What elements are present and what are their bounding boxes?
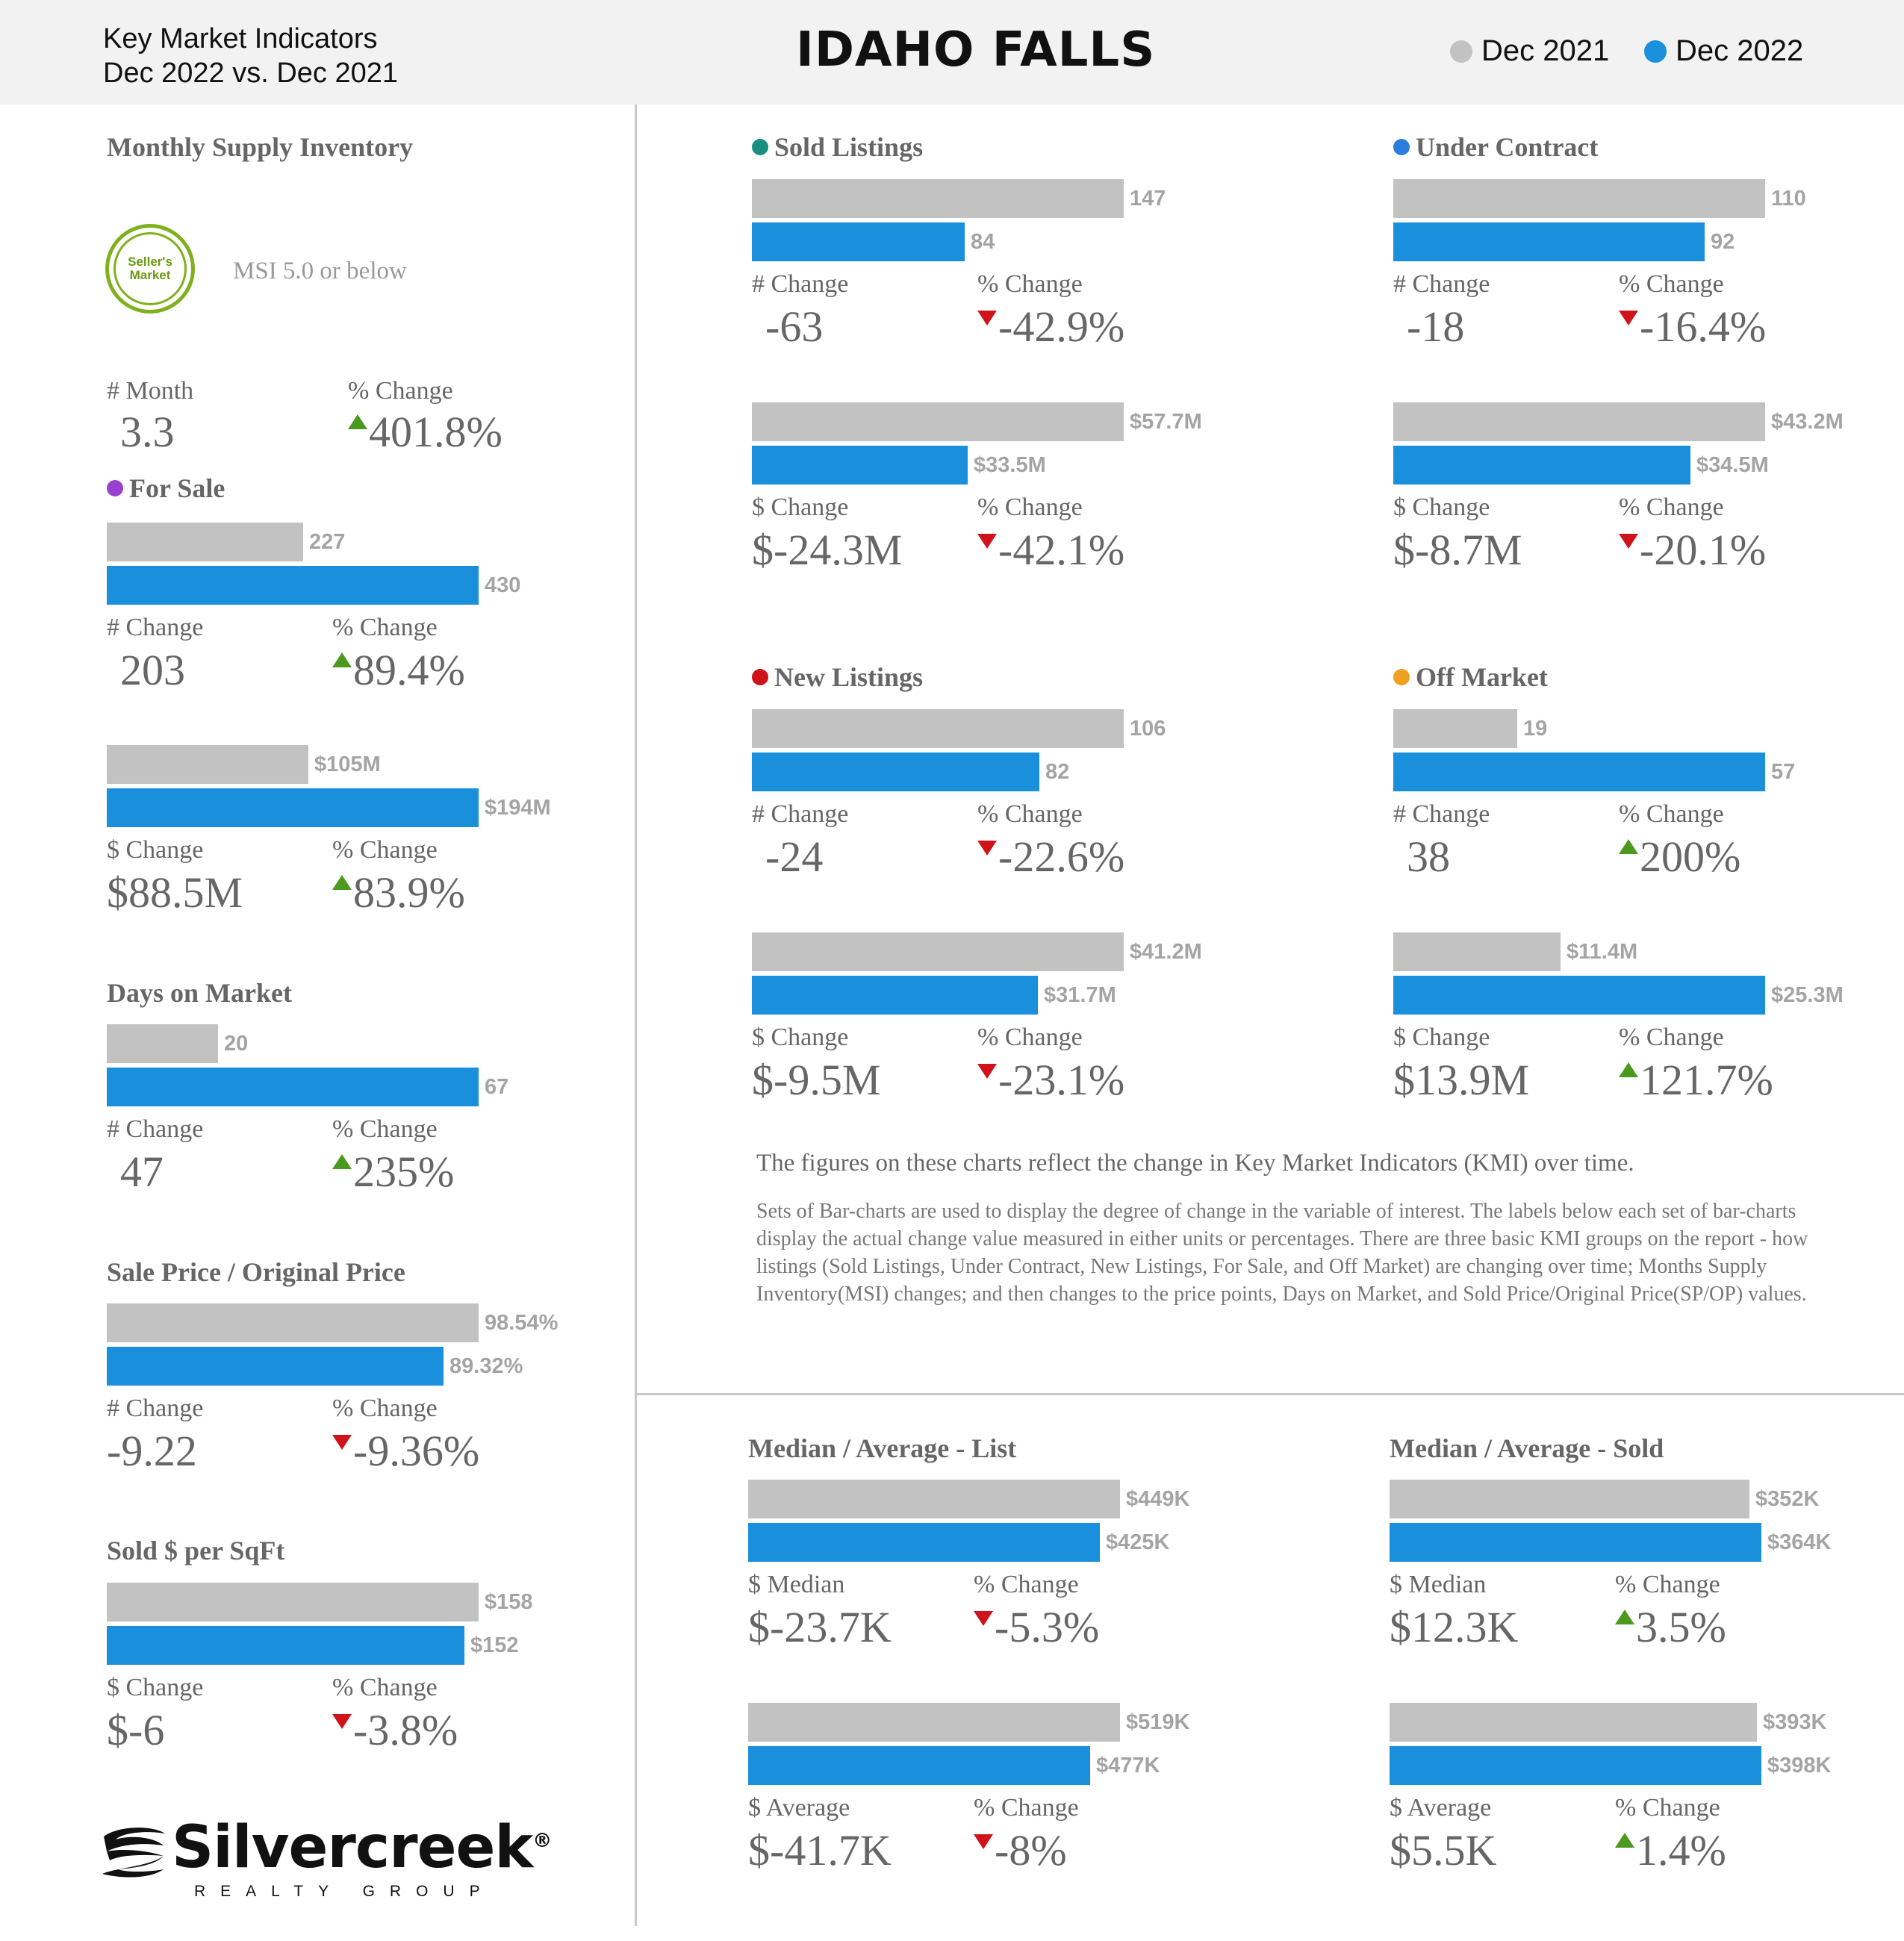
sale-price-original-change-label: # Change [107, 1395, 204, 1422]
legend-item-dec-2022 [1644, 34, 1803, 68]
list-median-bar-dec-2021 [748, 1480, 1120, 1518]
sold-count-value-label: 147 [1130, 187, 1166, 211]
sold-median-value-label: $352K [1755, 1487, 1820, 1511]
days-on-market-change-label: # Change [107, 1115, 204, 1143]
uc-count-value-label: 92 [1711, 230, 1735, 254]
down-arrow-icon [974, 1611, 993, 1626]
for-sale-count-pct-label: % Change [332, 614, 438, 641]
off-volume-change-label: $ Change [1393, 1024, 1490, 1051]
new-count-pct-text: -22.6% [998, 832, 1125, 881]
uc-count-pct-value [1619, 302, 1767, 351]
for-sale-count-value-label: 430 [485, 573, 521, 597]
new-count-pct-label: % Change [977, 800, 1083, 828]
down-arrow-icon [974, 1834, 993, 1849]
sold-average-pct-text: 1.4% [1636, 1826, 1726, 1875]
uc-count-pct-label: % Change [1619, 270, 1724, 298]
list-median-value-label: $449K [1126, 1487, 1190, 1511]
sold-average-pct-label: % Change [1615, 1794, 1720, 1822]
uc-volume-change-value: $-8.7M [1393, 526, 1522, 574]
new-volume-pct-text: -23.1% [998, 1056, 1125, 1104]
sold-average-value-label: $393K [1763, 1710, 1827, 1734]
off-count-pct-text: 200% [1640, 832, 1741, 881]
sold-count-change-label: # Change [752, 270, 849, 298]
for-sale-volume-change-value: $88.5M [107, 868, 243, 917]
sale-price-original-bar-dec-2021 [107, 1303, 479, 1342]
msi-title: Monthly Supply Inventory [107, 132, 414, 162]
down-arrow-icon [1619, 311, 1638, 325]
new-count-bar-dec-2022 [752, 753, 1039, 791]
list-median-bar-dec-2022 [748, 1523, 1100, 1562]
off-count-value-label: 19 [1523, 717, 1548, 741]
sold-median-pct-value [1615, 1605, 1726, 1650]
days-on-market-title: Days on Market [107, 978, 292, 1008]
list-price-title: Median / Average - List [748, 1433, 1017, 1463]
sold-count-change-value: -63 [765, 302, 824, 351]
sold-average-change-value: $5.5K [1390, 1826, 1497, 1875]
list-average-change-label: $ Average [748, 1794, 850, 1822]
sold-per-sqft-pct-value [332, 1708, 458, 1753]
sold-listings-title: Sold Listings [752, 131, 923, 163]
list-average-value-label: $519K [1126, 1710, 1190, 1734]
up-arrow-icon [1619, 839, 1638, 854]
sale-price-original-pct-value [332, 1429, 479, 1474]
legend-dot-blue [1644, 40, 1667, 63]
new-count-pct-value [977, 832, 1125, 881]
new-volume-value-label: $41.2M [1130, 940, 1202, 964]
report-period: Dec 2022 vs. Dec 2021 [103, 57, 399, 89]
off-volume-pct-text: 121.7% [1640, 1056, 1773, 1104]
under-contract-title: Under Contract [1393, 131, 1598, 163]
off-volume-pct-label: % Change [1619, 1024, 1724, 1051]
off-count-pct-value [1619, 832, 1741, 881]
list-median-value-label: $425K [1106, 1530, 1170, 1554]
new-count-value-label: 106 [1130, 717, 1166, 741]
sale-price-original-value-label: 89.32% [449, 1354, 523, 1378]
sold-volume-pct-label: % Change [977, 493, 1083, 521]
for-sale-volume-change-label: $ Change [107, 836, 204, 864]
uc-count-change-label: # Change [1393, 270, 1490, 298]
badge-text: Seller's Market [113, 232, 187, 305]
msi-pct-value: 401.8% [348, 410, 503, 455]
column-divider [635, 105, 637, 1926]
sold-price-title: Median / Average - Sold [1390, 1433, 1664, 1463]
up-arrow-icon [1615, 1610, 1634, 1624]
msi-month-label: # Month [107, 377, 194, 405]
list-median-pct-label: % Change [974, 1571, 1079, 1598]
sold-median-change-value: $12.3K [1390, 1603, 1519, 1651]
list-average-pct-text: -8% [995, 1826, 1067, 1875]
down-arrow-icon [977, 311, 997, 325]
sold-average-change-label: $ Average [1390, 1794, 1492, 1822]
for-sale-count-pct-value [332, 648, 465, 693]
note-main: The figures on these charts reflect the change in Key Market Indicators (KMI) over time. [756, 1150, 1634, 1177]
sold-volume-pct-value [977, 528, 1124, 573]
down-arrow-icon [977, 1064, 997, 1079]
legend-item-dec-2021 [1450, 34, 1609, 68]
new-listings-dot [752, 669, 768, 685]
for-sale-dot [107, 480, 123, 496]
for-sale-volume-value-label: $194M [485, 796, 551, 820]
sold-per-sqft-value-label: $152 [470, 1633, 519, 1657]
off-volume-bar-dec-2021 [1393, 932, 1561, 971]
logo-wordmark: Silvercreek® [172, 1814, 552, 1881]
sold-median-bar-dec-2022 [1390, 1523, 1761, 1562]
down-arrow-icon [977, 534, 997, 549]
sold-count-bar-dec-2022 [752, 222, 965, 261]
sold-median-value-label: $364K [1767, 1530, 1832, 1554]
days-on-market-pct-text: 235% [353, 1147, 455, 1196]
city-title: IDAHO FALLS [796, 22, 1156, 78]
uc-volume-pct-label: % Change [1619, 493, 1724, 521]
sold-per-sqft-bar-dec-2022 [107, 1626, 464, 1665]
sold-listings-dot [752, 139, 768, 155]
new-volume-bar-dec-2022 [752, 976, 1038, 1015]
for-sale-volume-bar-dec-2022 [107, 788, 479, 827]
up-arrow-icon [348, 414, 367, 429]
up-arrow-icon [1619, 1062, 1638, 1077]
new-count-change-value: -24 [765, 832, 824, 881]
sold-sqft-title: Sold $ per SqFt [107, 1536, 285, 1565]
off-volume-change-value: $13.9M [1393, 1056, 1530, 1104]
days-on-market-value-label: 67 [485, 1075, 509, 1099]
sold-per-sqft-pct-label: % Change [332, 1674, 438, 1701]
days-on-market-pct-label: % Change [332, 1115, 438, 1143]
for-sale-volume-pct-text: 83.9% [353, 868, 465, 917]
silvercreek-logo-icon [99, 1826, 168, 1881]
new-volume-change-value: $-9.5M [752, 1056, 881, 1104]
for-sale-count-pct-text: 89.4% [353, 646, 465, 694]
sellers-market-badge [105, 224, 195, 314]
list-median-change-label: $ Median [748, 1571, 845, 1598]
sold-average-bar-dec-2022 [1390, 1746, 1761, 1785]
new-count-change-label: # Change [752, 800, 849, 828]
sold-average-value-label: $398K [1767, 1754, 1832, 1778]
sold-volume-change-value: $-24.3M [752, 526, 903, 574]
uc-count-bar-dec-2022 [1393, 222, 1705, 261]
sold-median-pct-label: % Change [1615, 1571, 1720, 1598]
legend-label: Dec 2021 [1481, 34, 1610, 67]
sold-per-sqft-change-value: $-6 [107, 1706, 165, 1754]
up-arrow-icon [332, 1154, 352, 1169]
list-average-change-value: $-41.7K [748, 1826, 892, 1875]
uc-volume-pct-value [1619, 528, 1766, 573]
up-arrow-icon [1615, 1833, 1634, 1848]
uc-volume-value-label: $43.2M [1771, 410, 1844, 434]
sold-count-pct-value [977, 302, 1125, 351]
sold-volume-pct-text: -42.1% [998, 526, 1125, 574]
off-volume-bar-dec-2022 [1393, 976, 1765, 1015]
off-count-change-value: 38 [1407, 832, 1450, 881]
sale-price-original-pct-label: % Change [332, 1395, 438, 1422]
for-sale-volume-value-label: $105M [314, 753, 381, 776]
new-volume-value-label: $31.7M [1044, 983, 1116, 1007]
days-on-market-bar-dec-2022 [107, 1068, 479, 1106]
sold-volume-bar-dec-2022 [752, 446, 968, 485]
list-average-pct-value [974, 1828, 1067, 1873]
logo-subtitle: REALTY GROUP [194, 1883, 495, 1900]
uc-volume-change-label: $ Change [1393, 493, 1490, 521]
sold-volume-value-label: $57.7M [1130, 410, 1202, 434]
up-arrow-icon [332, 652, 352, 667]
new-volume-change-label: $ Change [752, 1024, 849, 1051]
sold-median-pct-text: 3.5% [1636, 1603, 1726, 1651]
for-sale-count-bar-dec-2022 [107, 566, 479, 605]
note-sub: Sets of Bar-charts are used to display the degree of change in the variable of interest. The labels below each set of bar-charts display the actual change value measured in either units or percentages. There are three basic KMI groups on the report - how listings (Sold Listings, Under Contract, New Listings, For Sale, and Off Market) are changing over time; Months Supply Inventory(MSI) changes; and then changes to the price points, Days on Market, and Sold Price/Original Price(SP/OP) values. [756, 1200, 1808, 1306]
for-sale-count-change-label: # Change [107, 614, 204, 641]
off-count-bar-dec-2022 [1393, 753, 1765, 791]
list-average-bar-dec-2021 [748, 1703, 1120, 1742]
for-sale-volume-pct-label: % Change [332, 836, 438, 864]
new-volume-pct-value [977, 1058, 1124, 1103]
sold-count-bar-dec-2021 [752, 179, 1124, 218]
down-arrow-icon [332, 1714, 352, 1729]
sale-price-original-bar-dec-2022 [107, 1347, 444, 1386]
list-average-bar-dec-2022 [748, 1746, 1090, 1785]
uc-count-bar-dec-2021 [1393, 179, 1765, 218]
list-average-value-label: $477K [1096, 1754, 1160, 1778]
sold-per-sqft-pct-text: -3.8% [353, 1706, 458, 1754]
sale-price-original-change-value: -9.22 [107, 1427, 197, 1475]
sold-median-bar-dec-2021 [1390, 1480, 1749, 1518]
new-volume-pct-label: % Change [977, 1024, 1083, 1051]
sold-median-change-label: $ Median [1390, 1571, 1487, 1598]
uc-volume-bar-dec-2022 [1393, 446, 1690, 485]
list-median-pct-text: -5.3% [995, 1603, 1100, 1651]
days-on-market-change-value: 47 [120, 1147, 164, 1196]
new-count-value-label: 82 [1045, 760, 1070, 784]
days-on-market-value-label: 20 [224, 1032, 249, 1056]
sold-per-sqft-change-label: $ Change [107, 1674, 204, 1701]
sold-count-pct-text: -42.9% [998, 302, 1125, 351]
for-sale-volume-bar-dec-2021 [107, 745, 308, 784]
new-listings-title: New Listings [752, 661, 923, 693]
for-sale-count-value-label: 227 [309, 530, 346, 554]
legend-label: Dec 2022 [1676, 34, 1804, 67]
uc-volume-pct-text: -20.1% [1640, 526, 1767, 574]
off-count-value-label: 57 [1771, 760, 1796, 784]
msi-note: MSI 5.0 or below [233, 258, 407, 284]
for-sale-title: For Sale [107, 473, 225, 504]
sold-volume-bar-dec-2021 [752, 402, 1124, 441]
off-market-title: Off Market [1393, 661, 1548, 693]
days-on-market-bar-dec-2021 [107, 1024, 218, 1063]
sale-price-original-value-label: 98.54% [485, 1311, 559, 1335]
sale-price-original-pct-text: -9.36% [353, 1427, 480, 1475]
section-divider [636, 1393, 1904, 1395]
uc-count-change-value: -18 [1407, 302, 1465, 351]
msi-pct-label: % Change [348, 377, 453, 405]
report-title: Key Market Indicators [103, 23, 378, 54]
up-arrow-icon [332, 875, 352, 890]
uc-volume-bar-dec-2021 [1393, 402, 1765, 441]
sold-volume-change-label: $ Change [752, 493, 849, 521]
sold-count-pct-label: % Change [977, 270, 1083, 298]
list-median-change-value: $-23.7K [748, 1603, 892, 1651]
under-contract-dot [1393, 139, 1410, 155]
legend-dot-gray [1450, 40, 1472, 63]
list-average-pct-label: % Change [974, 1794, 1079, 1822]
down-arrow-icon [332, 1435, 352, 1450]
for-sale-count-change-value: 203 [120, 646, 185, 694]
msi-month-value: 3.3 [120, 408, 175, 456]
for-sale-count-bar-dec-2021 [107, 523, 303, 561]
off-count-change-label: # Change [1393, 800, 1490, 828]
sold-per-sqft-bar-dec-2021 [107, 1583, 479, 1621]
sold-per-sqft-value-label: $158 [485, 1590, 533, 1614]
off-volume-value-label: $11.4M [1567, 940, 1638, 964]
days-on-market-pct-value [332, 1147, 455, 1196]
uc-count-pct-text: -16.4% [1640, 302, 1767, 351]
new-count-bar-dec-2021 [752, 709, 1124, 748]
sold-average-pct-value [1615, 1828, 1726, 1873]
down-arrow-icon [977, 841, 997, 856]
uc-volume-value-label: $34.5M [1696, 453, 1769, 477]
off-market-dot [1393, 669, 1410, 685]
uc-count-value-label: 110 [1771, 187, 1806, 211]
off-volume-value-label: $25.3M [1771, 983, 1844, 1007]
off-count-pct-label: % Change [1619, 800, 1724, 828]
sale-price-title: Sale Price / Original Price [107, 1257, 405, 1287]
list-median-pct-value [974, 1605, 1099, 1650]
off-count-bar-dec-2021 [1393, 709, 1517, 748]
sold-volume-value-label: $33.5M [974, 453, 1046, 477]
for-sale-volume-pct-value [332, 870, 465, 915]
new-volume-bar-dec-2021 [752, 932, 1124, 971]
sold-count-value-label: 84 [971, 230, 995, 254]
off-volume-pct-value [1619, 1058, 1773, 1103]
down-arrow-icon [1619, 534, 1638, 549]
sold-average-bar-dec-2021 [1390, 1703, 1757, 1742]
